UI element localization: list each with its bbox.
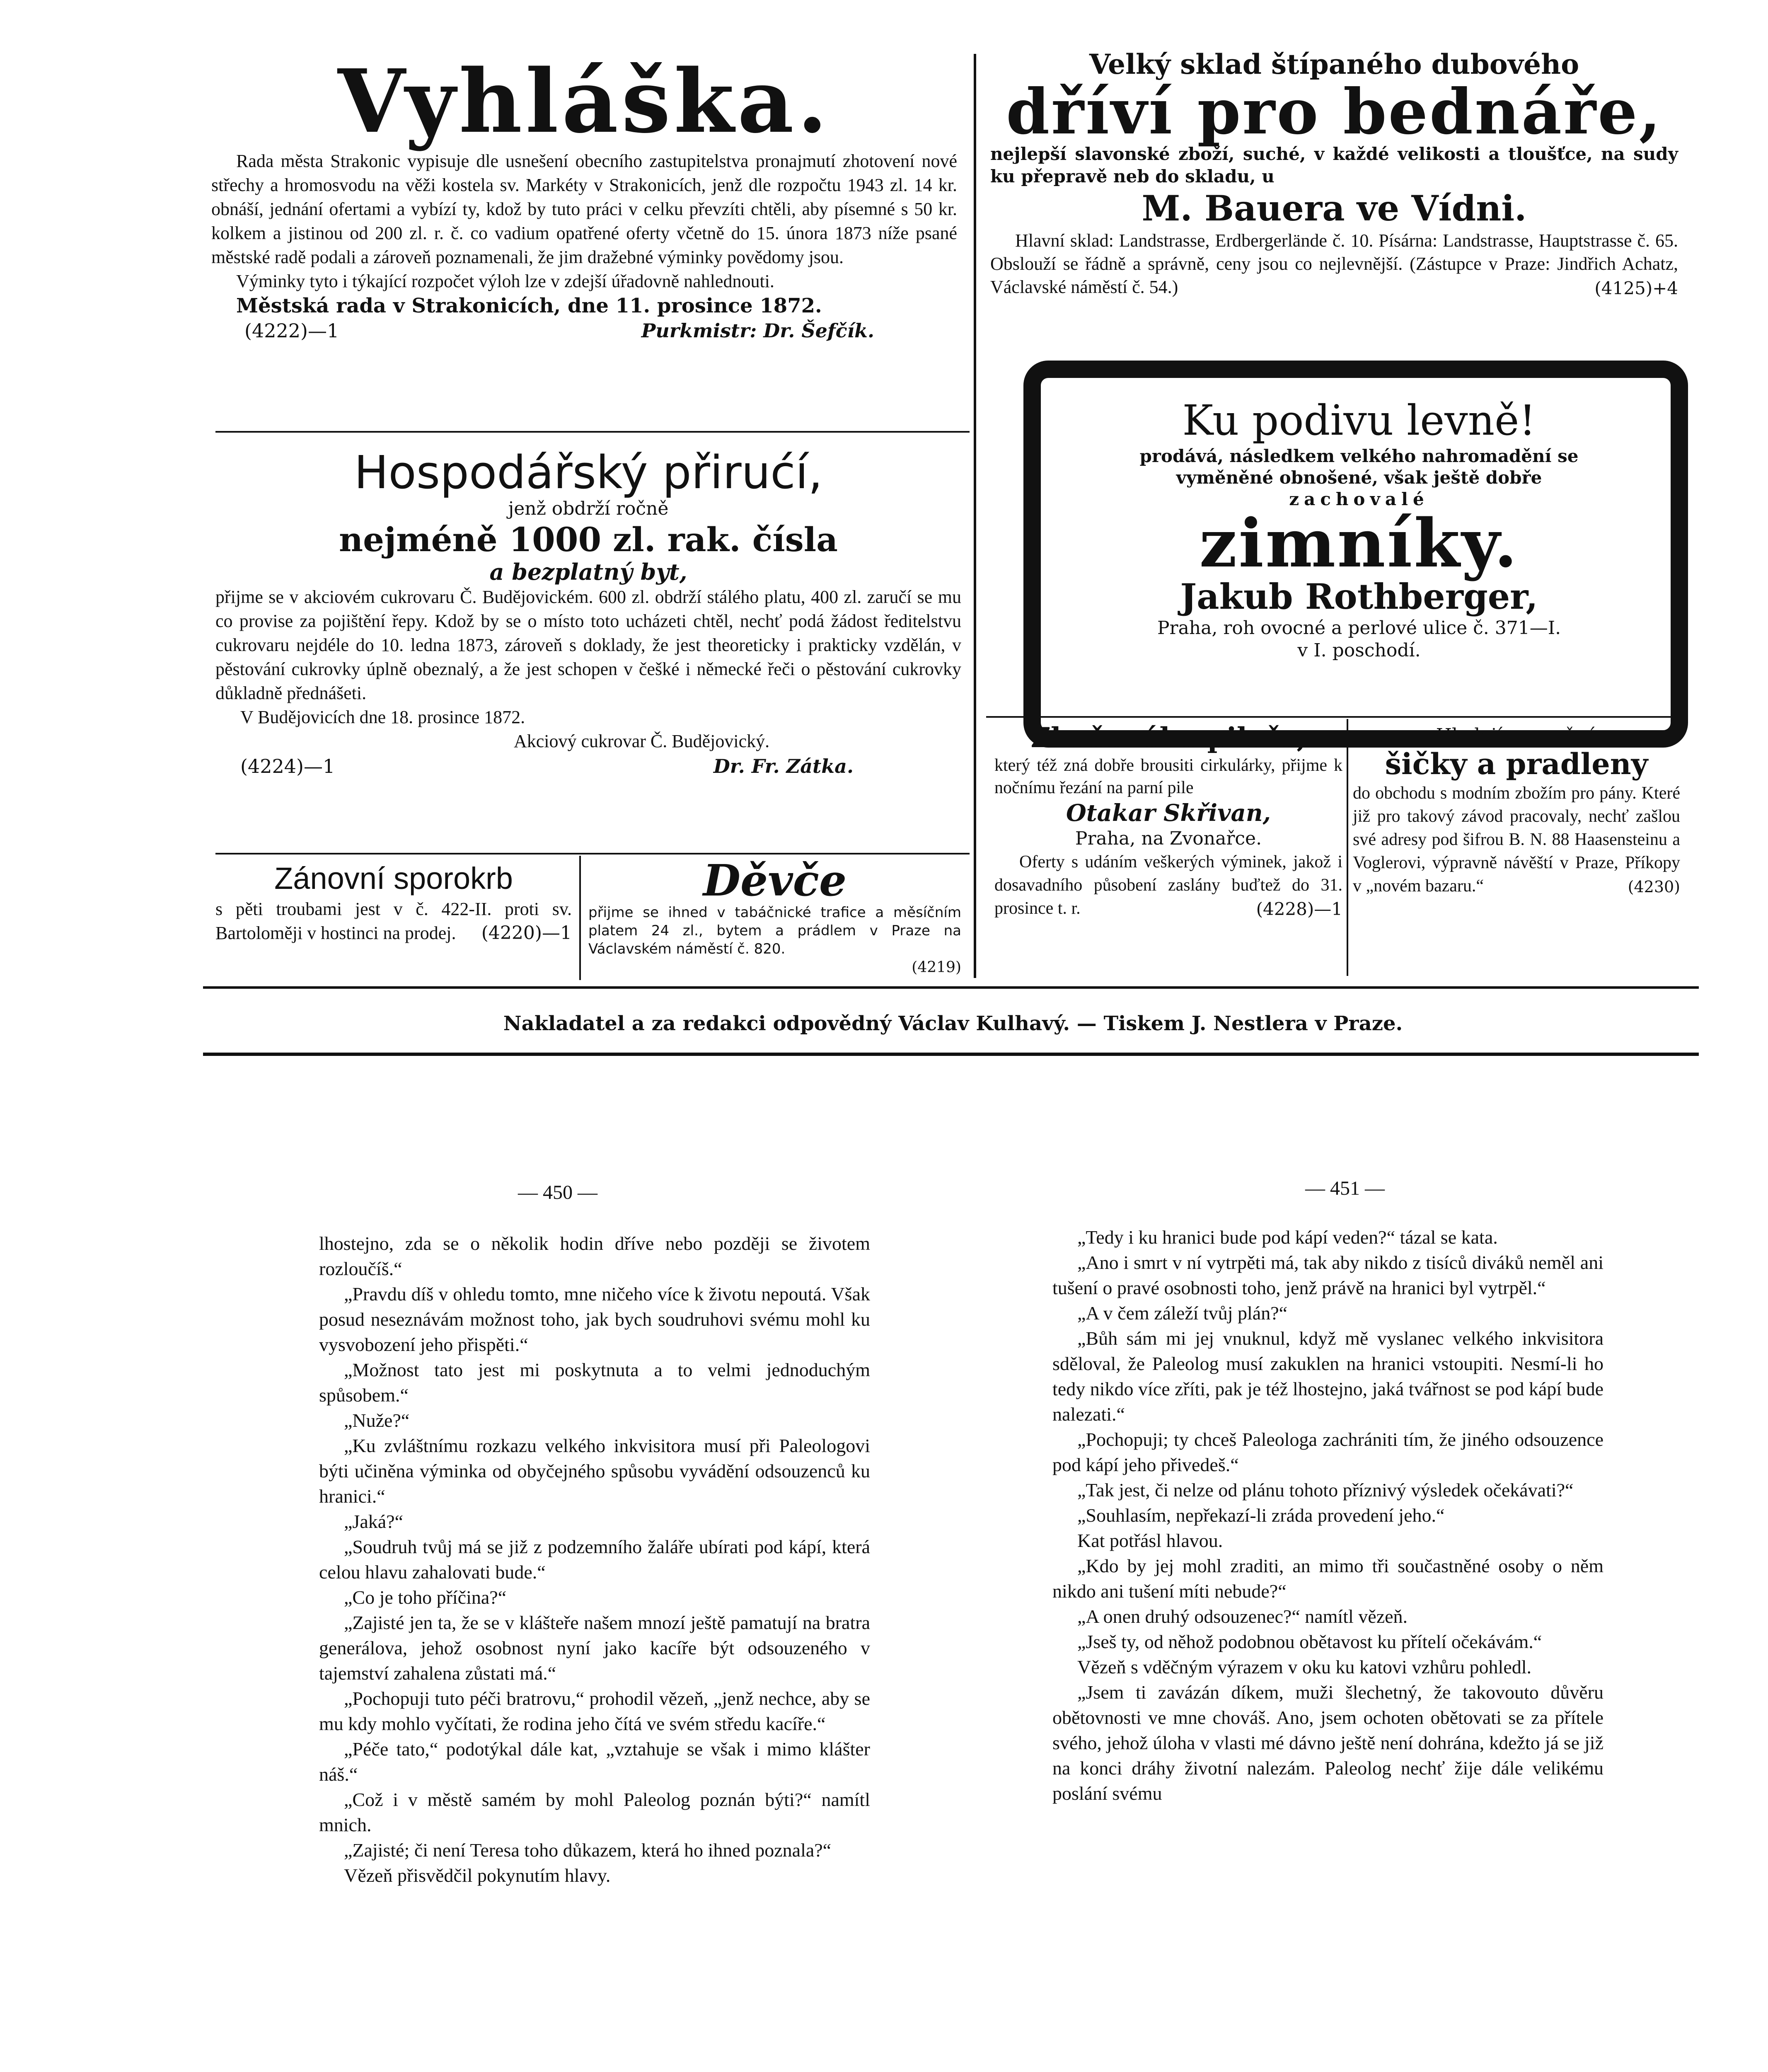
zanovni-ref: (4220)—1	[481, 922, 572, 944]
paragraph: Vězeň s vděčným výrazem v oku ku katovi vzhůru pohledl.	[1077, 1656, 1532, 1677]
ad-devce	[588, 855, 961, 977]
paragraph: „Souhlasím, nepřekazí-li zráda provedení jeho.“	[1077, 1505, 1445, 1526]
podivu-l3: zachovalé	[1289, 489, 1429, 509]
ad-sklad	[990, 48, 1678, 299]
paragraph: „Jsem ti zavázán díkem, muži šlechetný, že takovouto důvěru obětovnosti ve mne chováš. Ano, jsem ochoten obětovati se za přítele svého, jehož úloha v vlasti mé dávno ještě není dohrána, kdežto já se již na konci dráhy životní nalezám. Paleolog nechť žije dále velikému poslání svému	[1052, 1682, 1604, 1804]
paragraph: „Bůh sám mi jej vnuknul, když mě vyslanec velkého inkvisitora sděloval, že Paleolog musí zakuklen na hranici vstoupiti. Nesmí-li ho tedy nikdo více zříti, pak je též lhostejno, jaká tvářnost se pod kápí bude nalezati.“	[1052, 1328, 1604, 1425]
ad-pilar	[994, 721, 1342, 920]
vyhlaska-ref: (4222)—1	[244, 320, 339, 342]
hosp-company: Akciový cukrovar Č. Budějovický.	[514, 731, 770, 751]
hosp-title: Hospodářský přirućí,	[354, 446, 823, 499]
vyhlaska-title: Vyhláška.	[338, 50, 831, 152]
column-divider	[974, 54, 976, 978]
paragraph: Vězeň přisvědčil pokynutím hlavy.	[344, 1865, 611, 1886]
paragraph: „Nuže?“	[344, 1410, 410, 1431]
paragraph: „Pravdu díš v ohledu tomto, mne ničeho více k životu nepoutá. Však posud neseznávám možnost toho, jak bych soudruhovi svému mohl ku vysvobození jeho přispěti.“	[319, 1283, 870, 1355]
paragraph: „Zajisté; či není Teresa toho důkazem, která ho ihned poznala?“	[344, 1840, 832, 1861]
divider	[203, 1053, 1699, 1056]
vyhlaska-mayor: Purkmistr: Dr. Šefčík.	[641, 320, 874, 342]
divider	[203, 986, 1699, 989]
svadleny-ref: (4230)	[1628, 878, 1680, 896]
zanovni-title: Zánovní sporokrb	[274, 861, 513, 896]
pilar-body2: Oferty s udáním veškerých výminek, jakož i dosavadního působení zaslány buďtež do 31. prosince t. r.	[994, 852, 1342, 918]
paragraph: „Což i v městě samém by mohl Paleolog poznán býti?“ namítl mnich.	[319, 1789, 870, 1835]
svadleny-head: Hledají se zručné	[1436, 725, 1597, 746]
pilar-title: Zkušeného pilaře,	[1030, 721, 1306, 754]
svadleny-title: šičky a pradleny	[1385, 747, 1648, 781]
sklad-ref: (4125)+4	[1594, 278, 1678, 298]
divider	[579, 856, 581, 980]
paragraph: „Pochopuji; ty chceš Paleologa zachrániti tím, že jiného odsouzence pod kápí jeho přivedeš.“	[1052, 1429, 1604, 1475]
pilar-body: který též zná dobře brousiti cirkulárky, přijme k nočnímu řezání na parní pile	[994, 756, 1342, 797]
paragraph: Kat potřásl hlavou.	[1077, 1530, 1223, 1551]
paragraph: „Kdo by jej mohl zraditi, an mimo tři součastněné osoby o něm nikdo ani tušení míti nebude?“	[1052, 1555, 1604, 1602]
paragraph: „Pochopuji tuto péči bratrovu,“ prohodil vězeň, „jenž nechce, aby se mu kdy mohlo vyčítati, že rodina jeho čítá ve svém středu kacíře.“	[319, 1688, 870, 1734]
paragraph: „Ku zvláštnímu rozkazu velkého inkvisitora musí při Paleologovi býti učiněna výminka od obyčejného spůsobu vyvádění odsouzenců ku hranici.“	[319, 1435, 870, 1507]
page-number-left: — 450 —	[518, 1181, 597, 1203]
hosp-sub2: nejméně 1000 zl. rak. čísla	[339, 520, 838, 559]
hosp-body: přijme se v akciovém cukrovaru Č. Budějovickém. 600 zl. obdrží stálého platu, 400 zl. zaručí se mu co provise za pojištění řepy. Kdož by se o místo toto ucházeti chtěl, nechť podá žádost ředitelstvu cukrovaru nejdéle do 10. ledna 1873, zároveň s doklady, že jest theoreticky i prakticky vzdělán, v pěstování cukrovky úplně obeznalý, a že jest schopen v češké i německé řeči o pěstování cukrovky důkladně přednášeti.	[215, 587, 961, 703]
divider	[215, 431, 970, 433]
paragraph: „Zajisté jen ta, že se v klášteře našem mnozí ještě pamatují na bratra generálova, jehož osobnost nyní jako kacíře být odsouzeného v tajemství zahalena zůstati má.“	[319, 1612, 870, 1684]
ad-hospodarsky	[215, 448, 961, 779]
divider	[1347, 719, 1348, 976]
paragraph: „Možnost tato jest mi poskytnuta a to velmi jednoduchým spůsobem.“	[319, 1359, 870, 1406]
pilar-ref: (4228)—1	[1256, 899, 1342, 919]
hosp-sub3: a bezplatný byt,	[489, 559, 687, 585]
right-page-text	[1052, 1225, 1604, 1806]
hosp-ref: (4224)—1	[240, 755, 335, 777]
paragraph: „Tedy i ku hranici bude pod kápí veden?“ tázal se kata.	[1077, 1227, 1498, 1248]
sklad-firm: M. Bauera ve Vídni.	[1142, 188, 1527, 229]
ad-podivu	[1061, 396, 1657, 662]
paragraph: „Jaká?“	[344, 1511, 403, 1532]
devce-body: přijme se ihned v tabáčnické trafice a měsíčním platem 24 zl., bytem a prádlem v Praze na Václavském náměstí č. 820.	[588, 904, 961, 957]
podivu-addr: Praha, roh ovocné a perlové ulice č. 371—I.	[1157, 617, 1561, 639]
paragraph: „Tak jest, či nelze od plánu tohoto příznivý výsledek očekávati?“	[1077, 1479, 1574, 1501]
paragraph: lhostejno, zda se o několik hodin dříve nebo později se životem rozloučíš.“	[319, 1233, 870, 1279]
sklad-title1: Velký sklad štípaného dubového	[1089, 48, 1579, 80]
page-number-right: — 451 —	[1305, 1177, 1385, 1199]
sklad-body2: Hlavní sklad: Landstrasse, Erdbergerlände č. 10. Písárna: Landstrasse, Hauptstrasse č. 65. Obslouží se řádně a správně, ceny jsou co nejlevnější. (Zástupce v Praze: Jindřich Achatz, Václavské náměstí č. 54.)	[990, 230, 1678, 297]
paragraph: „Ano i smrt v ní vytrpěti má, tak aby nikdo z tisíců diváků neměl ani tušení o pravé osobnosti toho, jenž právě na hranici byl vytrpěl.“	[1052, 1252, 1604, 1298]
book-spread	[0, 1061, 1768, 2072]
podivu-addr2: v I. poschodí.	[1297, 640, 1421, 661]
pilar-addr: Praha, na Zvonařce.	[1075, 828, 1262, 849]
paragraph: „Jseš ty, od něhož podobnou obětavost ku přítelí očekávám.“	[1077, 1631, 1542, 1652]
sklad-title2: dříví pro bednáře,	[1006, 75, 1662, 148]
podivu-l2: vyměněné obnošené, však ještě dobře	[1176, 467, 1542, 488]
paragraph: „Co je toho příčina?“	[344, 1587, 507, 1608]
podivu-l1: prodává, následkem velkého nahromadění se	[1139, 446, 1579, 466]
divider	[215, 853, 970, 854]
ad-vyhlaska	[211, 50, 957, 343]
ad-zanovni	[215, 860, 572, 945]
vyhlaska-body2: Výminky tyto i týkající rozpočet výloh lze v zdejší úřadovně nahlednouti.	[236, 271, 774, 291]
zanovni-body: s pěti troubami jest v č. 422-II. proti sv. Bartoloměji v hostinci na prodej.	[215, 899, 572, 943]
podivu-big: zimníky.	[1199, 504, 1519, 582]
podivu-name: Jakub Rothberger,	[1180, 576, 1538, 617]
hosp-date: V Budějovicích dne 18. prosince 1872.	[240, 707, 525, 727]
vyhlaska-signline: Městská rada v Strakonicích, dne 11. prosince 1872.	[236, 294, 822, 317]
svadleny-body: do obchodu s modním zbožím pro pány. Které již pro takový závod pracovaly, nechť zašlou své adresy pod šifrou B. N. 88 Haasensteinu a Voglerovi, výpravně návěští v Praze, Příkopy v „novém bazaru.“	[1353, 784, 1680, 896]
sklad-body: nejlepší slavonské zboží, suché, v každé velikosti a tloušťce, na sudy ku přepravě neb do skladu, u	[990, 144, 1678, 186]
ad-svadleny	[1353, 724, 1680, 897]
left-page-text	[319, 1231, 870, 1888]
devce-ref: (4219)	[912, 959, 961, 976]
paragraph: „Péče tato,“ podotýkal dále kat, „vztahuje se však i mimo klášter náš.“	[319, 1738, 870, 1785]
divider	[986, 716, 1682, 718]
hosp-sub1: jenž obdrží ročně	[508, 498, 669, 519]
devce-title: Děvče	[703, 855, 847, 906]
imprint: Nakladatel a za redakci odpovědný Václav Kulhavý. — Tiskem J. Nestlera v Praze.	[503, 1012, 1403, 1035]
pilar-name: Otakar Skřivan,	[1066, 799, 1271, 827]
podivu-title: Ku podivu levně!	[1182, 396, 1536, 445]
paragraph: „A v čem záleží tvůj plán?“	[1077, 1302, 1288, 1324]
paragraph: „Soudruh tvůj má se již z podzemního žaláře ubírati pod kápí, která celou hlavu zahalovati bude.“	[319, 1536, 870, 1583]
paragraph: „A onen druhý odsouzenec?“ namítl vězeň.	[1077, 1606, 1408, 1627]
hosp-sign: Dr. Fr. Zátka.	[713, 755, 854, 777]
vyhlaska-body: Rada města Strakonic vypisuje dle usnešení obecního zastupitelstva pronajmutí zhotovení nové střechy a hromosvodu na věži kostela sv. Markéty v Strakonicích, jenž dle rozpočtu 1943 zl. 14 kr. obnáší, jednání ofertami a vybízí ty, kdož by tuto práci v celku převzíti chtěli, aby písemné s 50 kr. kolkem a jistinou od 200 zl. r. č. co vadium opatřené oferty včetně do 15. února 1873 níže psané městské radě podali a zároveň poznamenali, že jim dražebné výminky povědomy jsou.	[211, 151, 957, 267]
